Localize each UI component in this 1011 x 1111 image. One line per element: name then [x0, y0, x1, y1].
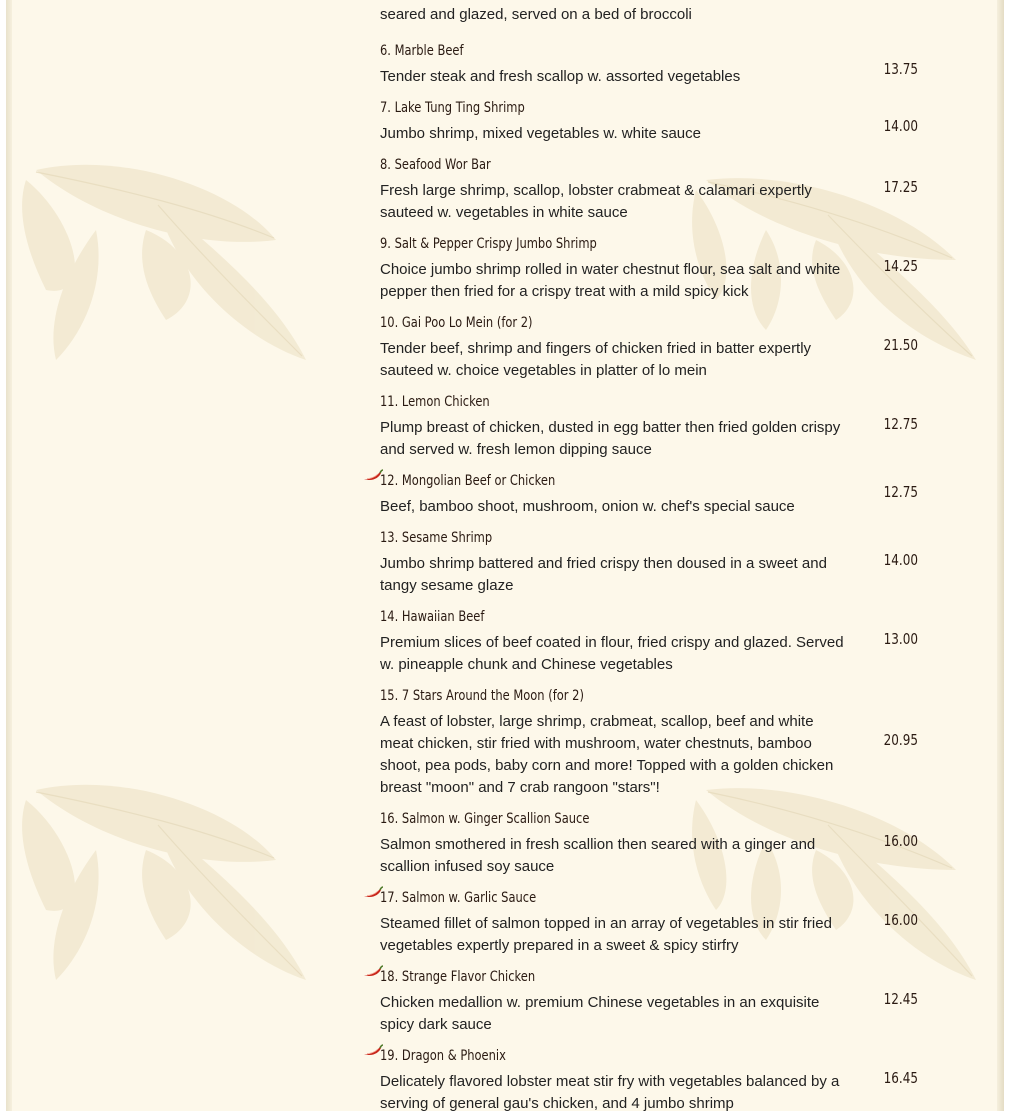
- item-5-description-tail: seared and glazed, served on a bed of broccoli: [380, 6, 692, 23]
- item-description-line: scallion infused soy sauce: [380, 858, 555, 875]
- item-title: 19. Dragon & Phoenix: [380, 1048, 506, 1064]
- item-title: 11. Lemon Chicken: [380, 394, 490, 410]
- item-price: 17.25: [883, 178, 918, 196]
- item-title: 15. 7 Stars Around the Moon (for 2): [380, 688, 584, 704]
- item-description-line: Plump breast of chicken, dusted in egg batter then fried golden crispy: [380, 419, 841, 436]
- item-description-line: Premium slices of beef coated in flour, fried crispy and glazed. Served: [380, 634, 844, 651]
- item-description-line: vegetables expertly prepared in a sweet & spicy stirfry: [380, 937, 739, 954]
- item-description-line: Jumbo shrimp, mixed vegetables w. white sauce: [380, 125, 701, 142]
- item-title: 10. Gai Poo Lo Mein (for 2): [380, 315, 533, 331]
- item-price: 16.45: [883, 1069, 918, 1087]
- item-title: 7. Lake Tung Ting Shrimp: [380, 100, 525, 116]
- item-description-line: A feast of lobster, large shrimp, crabmeat, scallop, beef and white: [380, 713, 814, 730]
- item-price: 14.25: [883, 257, 918, 275]
- item-description-line: Salmon smothered in fresh scallion then seared with a ginger and: [380, 836, 816, 853]
- item-description-line: serving of general gau's chicken, and 4 jumbo shrimp: [380, 1095, 734, 1111]
- item-description-line: breast "moon" and 7 crab rangoon "stars"!: [380, 779, 660, 796]
- item-title: 6. Marble Beef: [380, 43, 464, 59]
- item-title: 13. Sesame Shrimp: [380, 530, 493, 546]
- item-description-line: Tender steak and fresh scallop w. assorted vegetables: [380, 68, 741, 85]
- item-description-line: Beef, bamboo shoot, mushroom, onion w. chef's special sauce: [380, 498, 795, 515]
- item-description-line: tangy sesame glaze: [380, 577, 514, 594]
- item-title: 9. Salt & Pepper Crispy Jumbo Shrimp: [380, 236, 597, 252]
- item-description-line: sauteed w. choice vegetables in platter of lo mein: [380, 362, 707, 379]
- item-description-line: Tender beef, shrimp and fingers of chicken fried in batter expertly: [380, 340, 812, 357]
- item-price: 12.45: [883, 990, 918, 1008]
- item-price: 21.50: [883, 336, 918, 354]
- item-description-line: Chicken medallion w. premium Chinese vegetables in an exquisite: [380, 994, 820, 1011]
- menu-page: [6, 0, 1004, 1111]
- item-title: 14. Hawaiian Beef: [380, 609, 485, 625]
- item-price: 13.00: [883, 630, 918, 648]
- item-description-line: pepper then fried for a crispy treat with a mild spicy kick: [380, 283, 749, 300]
- item-description-line: Choice jumbo shrimp rolled in water chestnut flour, sea salt and white: [380, 261, 841, 278]
- item-description-line: Delicately flavored lobster meat stir fry with vegetables balanced by a: [380, 1073, 840, 1090]
- item-price: 13.75: [883, 60, 918, 78]
- item-price: 20.95: [883, 731, 918, 749]
- item-title: 17. Salmon w. Garlic Sauce: [380, 890, 537, 906]
- item-description-line: Jumbo shrimp battered and fried crispy then doused in a sweet and: [380, 555, 827, 572]
- item-title: 16. Salmon w. Ginger Scallion Sauce: [380, 811, 590, 827]
- item-price: 12.75: [883, 415, 918, 433]
- item-description-line: meat chicken, stir fried with mushroom, water chestnuts, bamboo: [380, 735, 812, 752]
- item-title: 8. Seafood Wor Bar: [380, 157, 491, 173]
- item-description-line: sauteed w. vegetables in white sauce: [380, 204, 628, 221]
- item-price: 12.75: [883, 483, 918, 501]
- item-price: 14.00: [883, 551, 918, 569]
- item-description-line: and served w. fresh lemon dipping sauce: [380, 441, 652, 458]
- item-description-line: shoot, pea pods, baby corn and more! Topped with a golden chicken: [380, 757, 834, 774]
- item-description-line: Fresh large shrimp, scallop, lobster crabmeat & calamari expertly: [380, 182, 812, 199]
- item-price: 16.00: [883, 832, 918, 850]
- item-description-line: spicy dark sauce: [380, 1016, 492, 1033]
- item-title: 18. Strange Flavor Chicken: [380, 969, 536, 985]
- item-price: 14.00: [883, 117, 918, 135]
- item-description-line: Steamed fillet of salmon topped in an array of vegetables in stir fried: [380, 915, 832, 932]
- item-price: 16.00: [883, 911, 918, 929]
- item-description-line: w. pineapple chunk and Chinese vegetables: [380, 656, 673, 673]
- item-title: 12. Mongolian Beef or Chicken: [380, 473, 556, 489]
